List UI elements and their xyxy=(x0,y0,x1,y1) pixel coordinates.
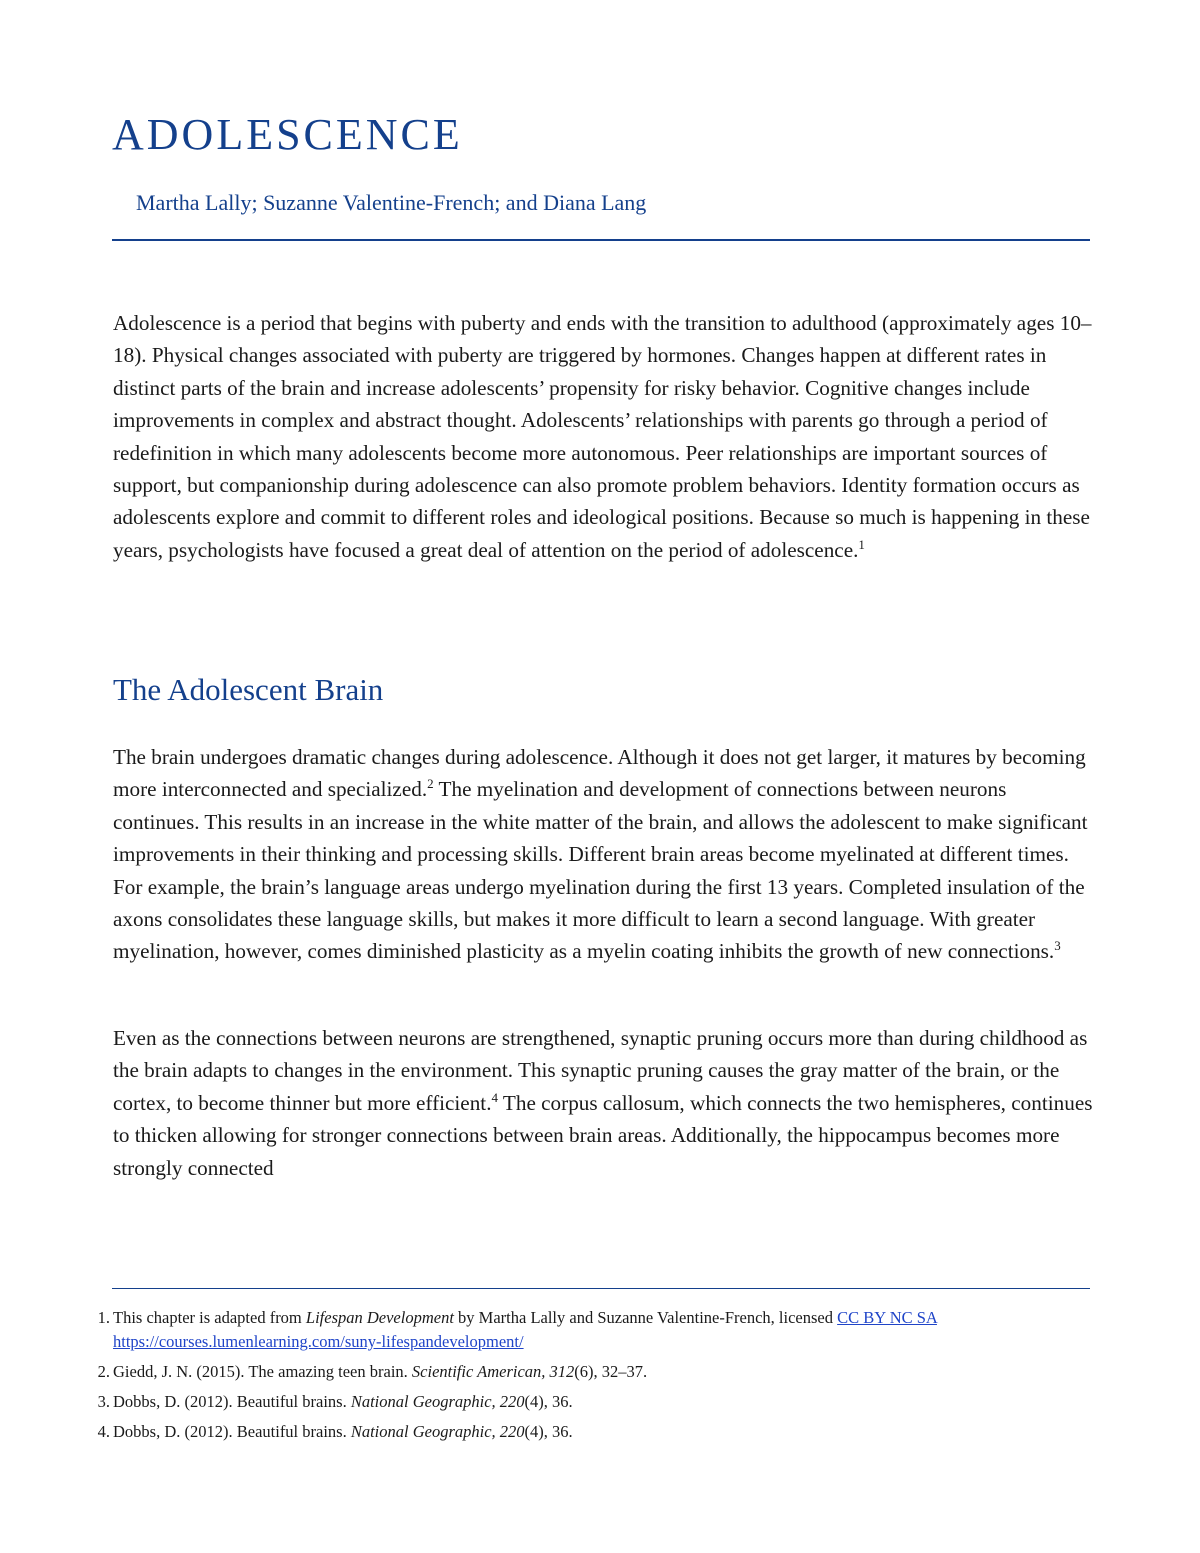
footnote-number: 1. xyxy=(97,1308,110,1327)
footnote-item xyxy=(97,1360,1073,1384)
chapter-title: ADOLESCENCE xyxy=(112,110,463,159)
footnote-ref-1[interactable]: 1 xyxy=(858,536,865,552)
brain-paragraph-1-text-a: The brain undergoes dramatic changes during adolescence. Although it does not get larger, it matures by becoming more interconnected and specialized. xyxy=(113,745,1086,802)
footnote-item xyxy=(97,1420,1073,1444)
footnote-ref-4[interactable]: 4 xyxy=(491,1089,498,1105)
license-link[interactable]: CC BY NC SA xyxy=(837,1308,937,1327)
chapter-authors: Martha Lally; Suzanne Valentine-French; and Diana Lang xyxy=(136,190,647,215)
footnote-source-title: Lifespan Development xyxy=(305,1308,454,1327)
footnote-text: by Martha Lally and Suzanne Valentine-French, licensed xyxy=(453,1308,838,1327)
footnote-item xyxy=(97,1390,1073,1414)
footnote-item xyxy=(97,1306,1073,1354)
brain-paragraph-1 xyxy=(113,741,1093,968)
footnote-source-title: National Geographic, 220 xyxy=(350,1392,525,1411)
footnote-divider xyxy=(112,1288,1090,1289)
footnote-number: 2. xyxy=(97,1362,110,1381)
brain-paragraph-2 xyxy=(113,1022,1093,1184)
footnote-ref-3[interactable]: 3 xyxy=(1054,938,1061,954)
footnote-list xyxy=(97,1306,1073,1450)
brain-paragraph-1-text-b: The myelination and development of connections between neurons continues. This results in an increase in the white matter of the brain, and allows the adolescent to make significant improvements in their thinking and processing skills. Different brain areas become myelinated at different times. For example, the brain’s language areas undergo myelination during the first 13 years. Completed insulation of the axons consolidates these language skills, but makes it more difficult to learn a second language. With greater myelination, however, comes diminished plasticity as a myelin coating inhibits the growth of new connections. xyxy=(113,777,1088,964)
footnote-text: (6), 32–37. xyxy=(574,1362,648,1381)
footnote-source-title: Scientific American, 312 xyxy=(411,1362,575,1381)
footnote-ref-2[interactable]: 2 xyxy=(427,776,434,792)
footnote-number: 4. xyxy=(97,1422,110,1441)
intro-paragraph-text: Adolescence is a period that begins with puberty and ends with the transition to adulthood (approximately ages 10–18). Physical changes associated with puberty are triggered by hormones. Changes happen at different rates in distinct parts of the brain and increase adolescents’ propensity for risky behavior. Cognitive changes include improvements in complex and abstract thought. Adolescents’ relationships with parents go through a period of redefinition in which many adolescents become more autonomous. Peer relationships are important sources of support, but companionship during adolescence can also promote problem behaviors. Identity formation occurs as adolescents explore and commit to different roles and ideological positions. Because so much is happening in these years, psychologists have focused a great deal of attention on the period of adolescence. xyxy=(113,311,1092,562)
footnote-text: Giedd, J. N. (2015). The amazing teen brain. xyxy=(113,1362,412,1381)
intro-paragraph xyxy=(113,307,1093,566)
section-heading: The Adolescent Brain xyxy=(113,672,384,707)
footnote-number: 3. xyxy=(97,1392,110,1411)
footnote-text: (4), 36. xyxy=(524,1422,573,1441)
source-url-link[interactable]: https://courses.lumenlearning.com/suny-lifespandevelopment/ xyxy=(113,1332,524,1351)
footnote-text: Dobbs, D. (2012). Beautiful brains. xyxy=(113,1392,351,1411)
title-divider xyxy=(112,239,1090,241)
brain-paragraph-2-text-b: The corpus callosum, which connects the two hemispheres, continues to thicken allowing for stronger connections between brain areas. Additionally, the hippocampus becomes more strongly connected xyxy=(113,1090,1093,1180)
footnote-text: This chapter is adapted from xyxy=(113,1308,306,1327)
footnote-text: (4), 36. xyxy=(524,1392,573,1411)
footnote-text: Dobbs, D. (2012). Beautiful brains. xyxy=(113,1422,351,1441)
brain-paragraph-2-text-a: Even as the connections between neurons are strengthened, synaptic pruning occurs more than during childhood as the brain adapts to changes in the environment. This synaptic pruning causes the gray matter of the brain, or the cortex, to become thinner but more efficient. xyxy=(113,1026,1088,1115)
footnote-source-title: National Geographic, 220 xyxy=(350,1422,525,1441)
